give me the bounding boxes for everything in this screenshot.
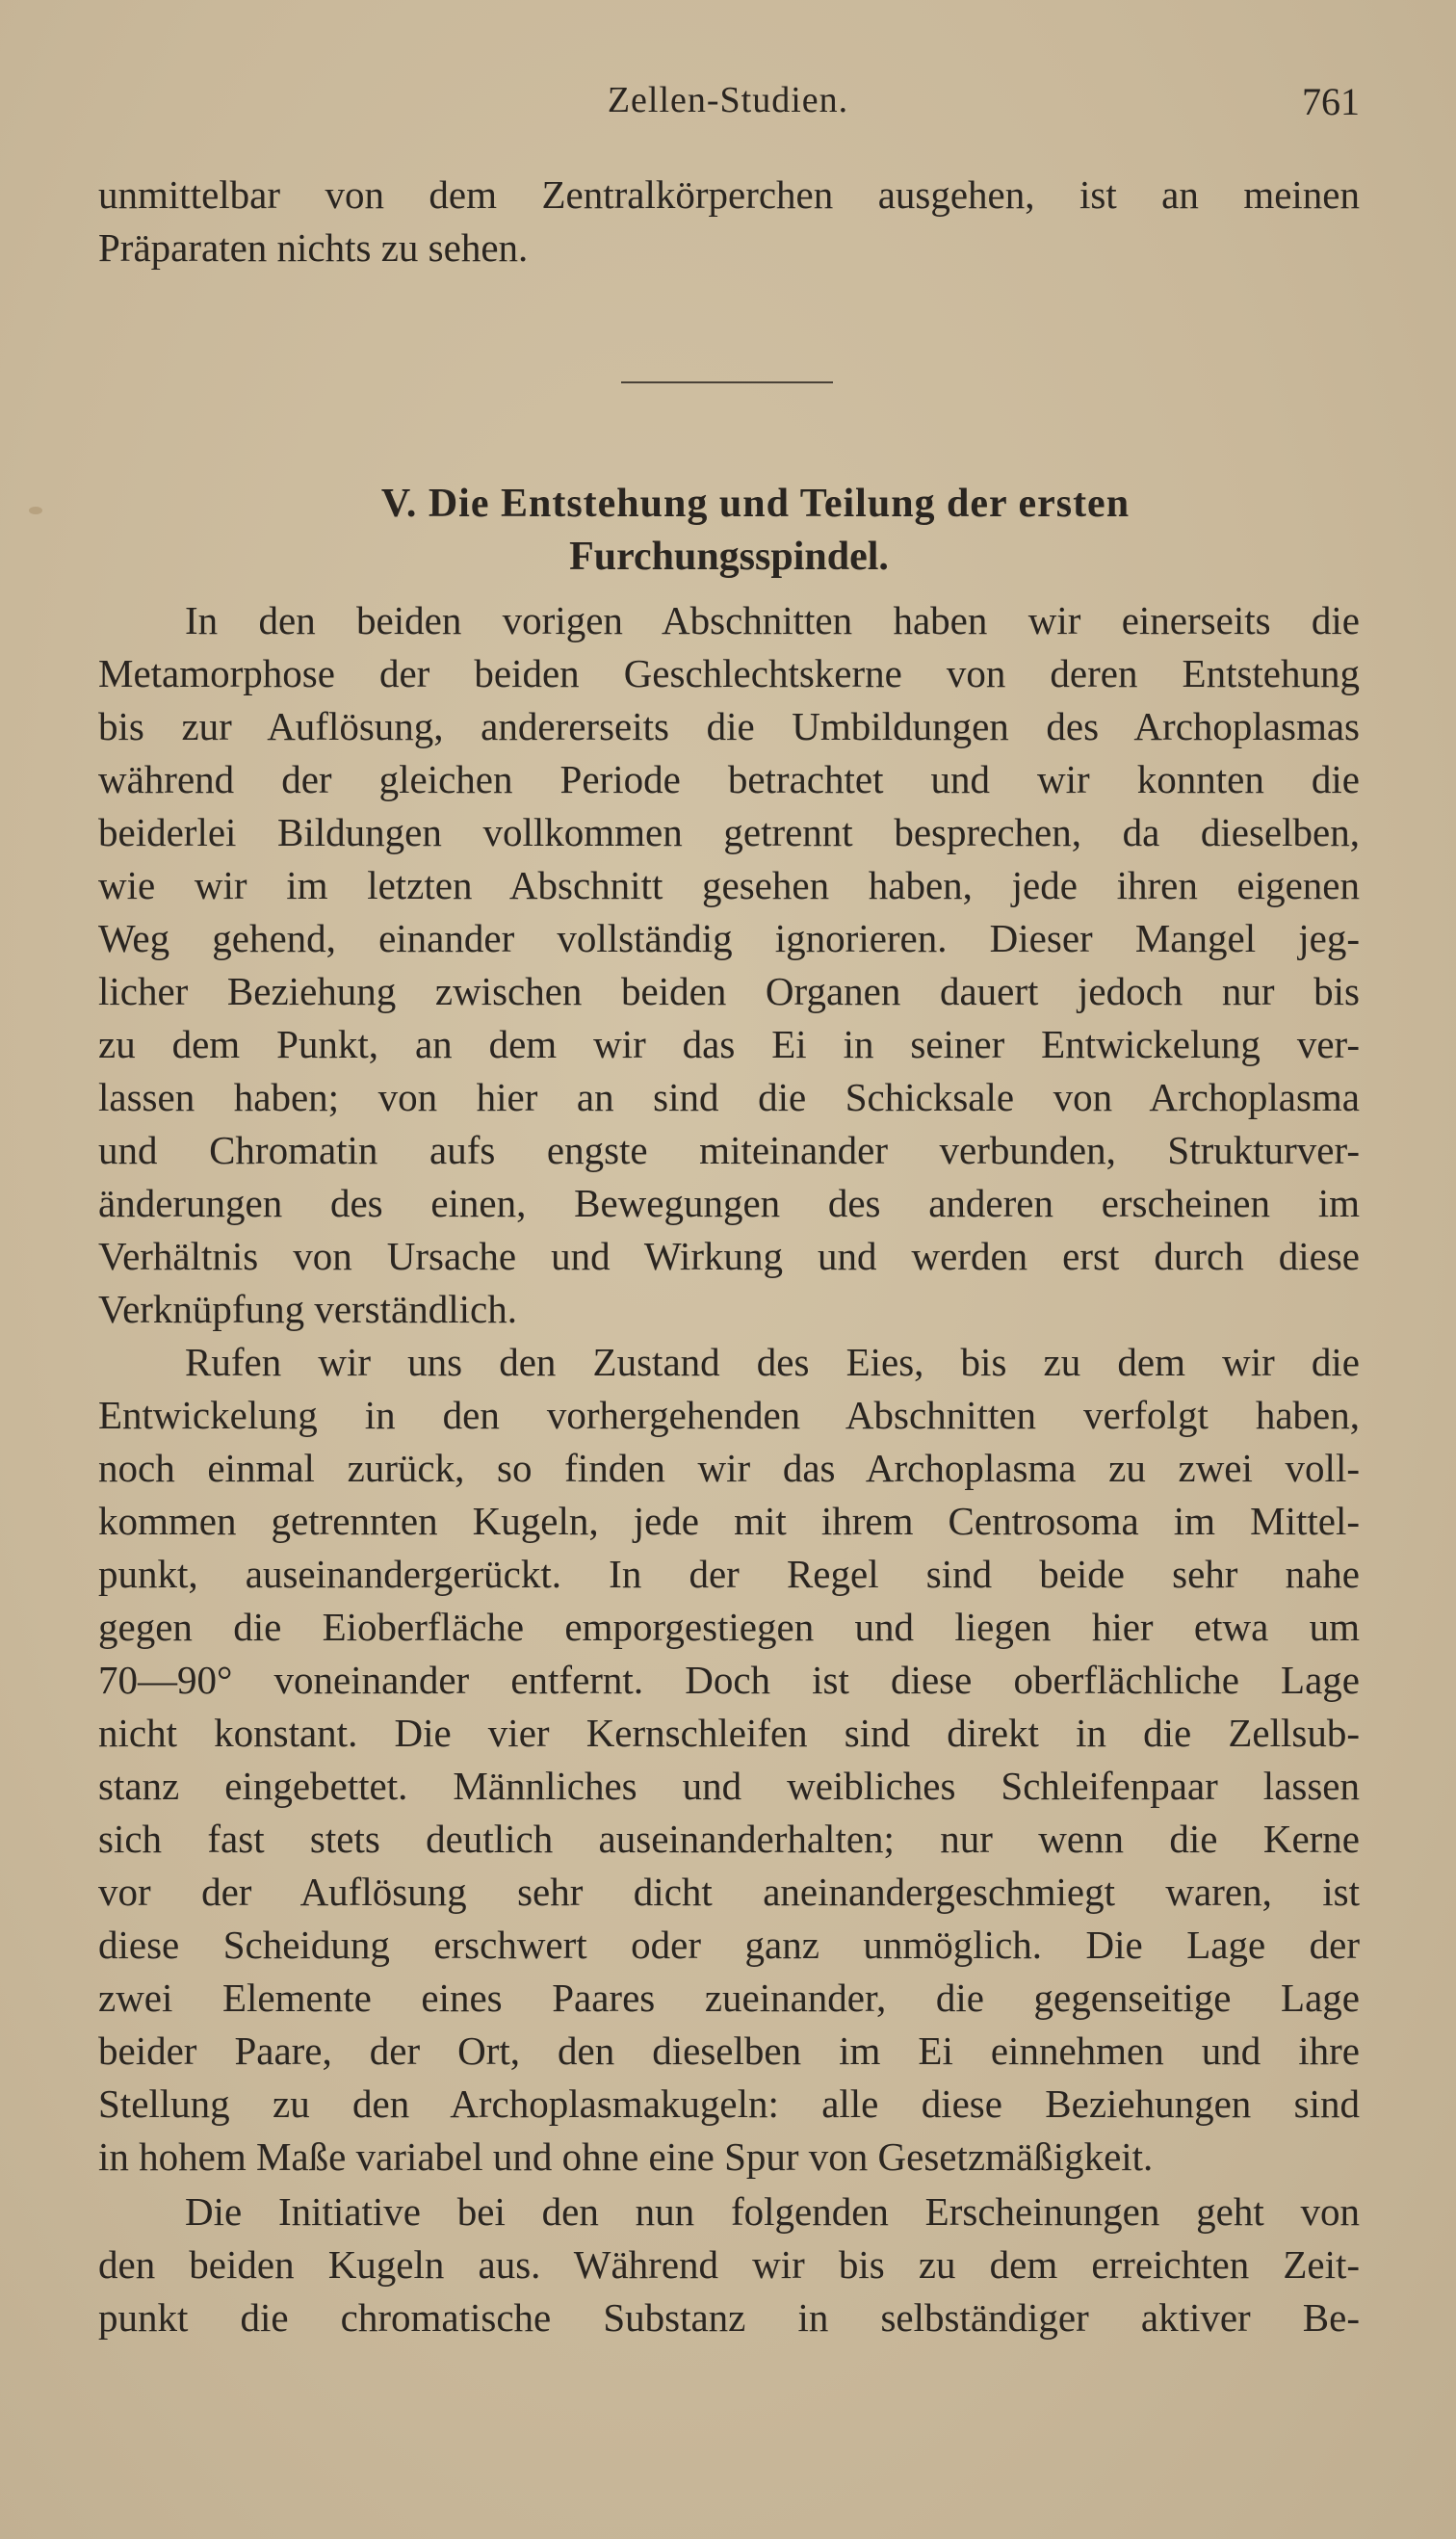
- text-line: Weg gehend, einander vollständig ignorieren. Dieser Mangel jeg-: [98, 916, 1360, 960]
- paragraph-1: [98, 594, 1360, 1336]
- heading-line-2: Furchungsspindel.: [569, 535, 889, 579]
- running-title: Zellen-Studien.: [607, 80, 849, 120]
- text-line: punkt, auseinandergerückt. In der Regel sind beide sehr nahe: [98, 1552, 1360, 1596]
- text-line: Verknüpfung verständlich.: [98, 1287, 517, 1331]
- text-line: gegen die Eioberfläche emporgestiegen und liegen hier etwa um: [98, 1605, 1360, 1649]
- text-line: den beiden Kugeln aus. Während wir bis zu dem erreichten Zeit-: [98, 2242, 1360, 2287]
- text-line: Rufen wir uns den Zustand des Eies, bis zu dem wir die: [185, 1340, 1360, 1384]
- text-line: Präparaten nichts zu sehen.: [98, 225, 529, 270]
- text-line: diese Scheidung erschwert oder ganz unmöglich. Die Lage der: [98, 1923, 1360, 1967]
- text-line: in hohem Maße variabel und ohne eine Spur von Gesetzmäßigkeit.: [98, 2134, 1154, 2179]
- intro-text: [98, 169, 1360, 275]
- text-line: licher Beziehung zwischen beiden Organen dauert jedoch nur bis: [98, 969, 1360, 1013]
- paper-smudge: [29, 507, 42, 514]
- text-line: beiderlei Bildungen vollkommen getrennt besprechen, da dieselben,: [98, 810, 1360, 854]
- section-heading: [98, 478, 1360, 584]
- section-divider: [621, 381, 833, 383]
- text-line: änderungen des einen, Bewegungen des anderen erscheinen im: [98, 1181, 1360, 1225]
- text-line: zwei Elemente eines Paares zueinander, die gegenseitige Lage: [98, 1976, 1360, 2020]
- heading-line-1: V. Die Entstehung und Teilung der ersten: [380, 482, 1131, 526]
- paragraph-3: [98, 2186, 1360, 2344]
- text-line: 70—90° voneinander entfernt. Doch ist diese oberflächliche Lage: [98, 1658, 1360, 1702]
- text-line: Die Initiative bei den nun folgenden Erscheinungen geht von: [185, 2189, 1360, 2234]
- text-line: und Chromatin aufs engste miteinander verbunden, Strukturver-: [98, 1128, 1360, 1172]
- text-line: sich fast stets deutlich auseinanderhalten; nur wenn die Kerne: [98, 1817, 1360, 1861]
- text-line: In den beiden vorigen Abschnitten haben wir einerseits die: [185, 598, 1360, 642]
- text-line: Metamorphose der beiden Geschlechtskerne von deren Entstehung: [98, 651, 1360, 695]
- text-line: wie wir im letzten Abschnitt gesehen haben, jede ihren eigenen: [98, 863, 1360, 907]
- text-line: bis zur Auflösung, andererseits die Umbildungen des Archoplasmas: [98, 704, 1360, 748]
- text-line: Verhältnis von Ursache und Wirkung und werden erst durch diese: [98, 1234, 1360, 1278]
- text-line: lassen haben; von hier an sind die Schicksale von Archoplasma: [98, 1075, 1360, 1119]
- text-line: unmittelbar von dem Zentralkörperchen ausgehen, ist an meinen: [98, 172, 1360, 217]
- text-line: Stellung zu den Archoplasmakugeln: alle diese Beziehungen sind: [98, 2081, 1360, 2126]
- text-line: nicht konstant. Die vier Kernschleifen sind direkt in die Zellsub-: [98, 1711, 1360, 1755]
- text-line: kommen getrennten Kugeln, jede mit ihrem Centrosoma im Mittel-: [98, 1499, 1360, 1543]
- text-line: Entwickelung in den vorhergehenden Abschnitten verfolgt haben,: [98, 1393, 1360, 1437]
- paragraph-2: [98, 1336, 1360, 2184]
- text-line: zu dem Punkt, an dem wir das Ei in seiner Entwickelung ver-: [98, 1022, 1360, 1066]
- page-header: [96, 79, 1360, 137]
- text-line: vor der Auflösung sehr dicht aneinandergeschmiegt waren, ist: [98, 1870, 1360, 1914]
- page-number: 761: [1302, 80, 1360, 123]
- text-line: beider Paare, der Ort, den dieselben im Ei einnehmen und ihre: [98, 2029, 1360, 2073]
- text-line: stanz eingebettet. Männliches und weibliches Schleifenpaar lassen: [98, 1764, 1360, 1808]
- text-line: noch einmal zurück, so finden wir das Archoplasma zu zwei voll-: [98, 1446, 1360, 1490]
- text-line: punkt die chromatische Substanz in selbständiger aktiver Be-: [98, 2295, 1360, 2340]
- text-line: während der gleichen Periode betrachtet und wir konnten die: [98, 757, 1360, 801]
